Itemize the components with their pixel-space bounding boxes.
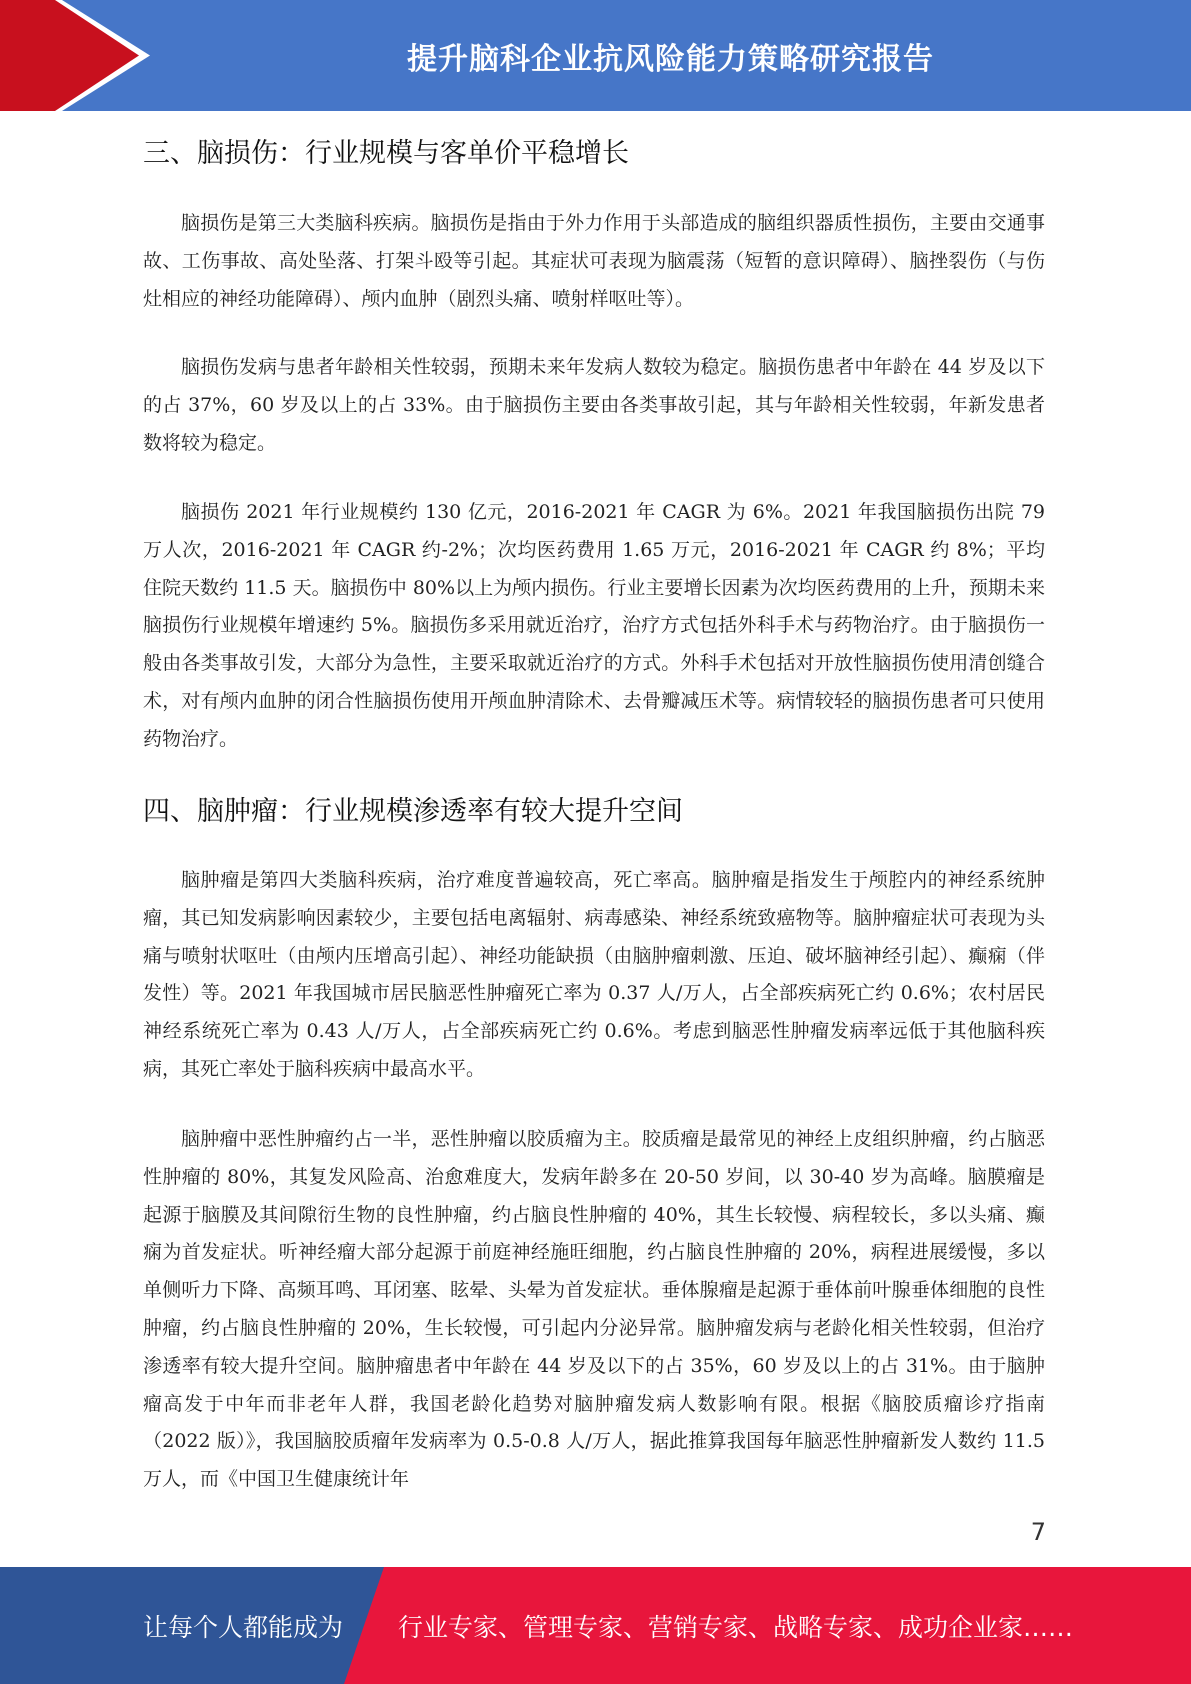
section-heading-brain-injury: 三、脑损伤：行业规模与客单价平稳增长 [143,138,629,169]
report-title: 提升脑科企业抗风险能力策略研究报告 [407,41,934,77]
footer-slogan-right: 行业专家、管理专家、营销专家、战略专家、成功企业家…… [398,1612,1074,1642]
footer-slogan-left: 让每个人都能成为 [143,1612,344,1642]
paragraph: 脑损伤 2021 年行业规模约 130 亿元，2016-2021 年 CAGR 为 6%。2021 年我国脑损伤出院 79 万人次，2016-2021 年 CAGR 约-2%；次均医药费用 1.65 万元，2016-2021 年 CAGR 约 8%；平均住院天数约 11.5 天。脑损伤中 80%以上为颅内损伤。行业主要增长因素为次均医药费用的上升，预期未来脑损伤行业规模年增速约 5%。脑损伤多采用就近治疗，治疗方式包括外科手术与药物治疗。由于脑损伤一般由各类事故引发，大部分为急性，主要采取就近治疗的方式。外科手术包括对开放性脑损伤使用清创缝合术，对有颅内血肿的闭合性脑损伤使用开颅血肿清除术、去骨瓣减压术等。病情较轻的脑损伤患者可只使用药物治疗。 [143,501,1045,750]
section-heading-brain-tumor: 四、脑肿瘤：行业规模渗透率有较大提升空间 [143,796,683,827]
page-footer [0,1567,1191,1684]
paragraph: 脑损伤发病与患者年龄相关性较弱，预期未来年发病人数较为稳定。脑损伤患者中年龄在 44 岁及以下的占 37%，60 岁及以上的占 33%。由于脑损伤主要由各类事故引起，其与年龄相关性较弱，年新发患者数将较为稳定。 [143,356,1045,454]
paragraph: 脑肿瘤中恶性肿瘤约占一半，恶性肿瘤以胶质瘤为主。胶质瘤是最常见的神经上皮组织肿瘤，约占脑恶性肿瘤的 80%，其复发风险高、治愈难度大，发病年龄多在 20-50 岁间，以 30-40 岁为高峰。脑膜瘤是起源于脑膜及其间隙衍生物的良性肿瘤，约占脑良性肿瘤的 40%，其生长较慢、病程较长，多以头痛、癫痫为首发症状。听神经瘤大部分起源于前庭神经施旺细胞，约占脑良性肿瘤的 20%，病程进展缓慢，多以单侧听力下降、高频耳鸣、耳闭塞、眩晕、头晕为首发症状。垂体腺瘤是起源于垂体前叶腺垂体细胞的良性肿瘤，约占脑良性肿瘤的 20%，生长较慢，可引起内分泌异常。脑肿瘤发病与老龄化相关性较弱，但治疗渗透率有较大提升空间。脑肿瘤患者中年龄在 44 岁及以下的占 35%，60 岁及以上的占 31%。由于脑肿瘤高发于中年而非老年人群，我国老龄化趋势对脑肿瘤发病人数影响有限。根据《脑胶质瘤诊疗指南（2022 版）》，我国脑胶质瘤年发病率为 0.5-0.8 人/万人，据此推算我国每年脑恶性肿瘤新发人数约 11.5 万人，而《中国卫生健康统计年 [143,1128,1045,1491]
paragraph: 脑肿瘤是第四大类脑科疾病，治疗难度普遍较高，死亡率高。脑肿瘤是指发生于颅腔内的神经系统肿瘤，其已知发病影响因素较少，主要包括电离辐射、病毒感染、神经系统致癌物等。脑肿瘤症状可表现为头痛与喷射状呕吐（由颅内压增高引起）、神经功能缺损（由脑肿瘤刺激、压迫、破坏脑神经引起）、癫痫（伴发性）等。2021 年我国城市居民脑恶性肿瘤死亡率为 0.37 人/万人，占全部疾病死亡约 0.6%；农村居民神经系统死亡率为 0.43 人/万人，占全部疾病死亡约 0.6%。考虑到脑恶性肿瘤发病率远低于其他脑科疾病，其死亡率处于脑科疾病中最高水平。 [143,869,1045,1080]
header-chevron-decoration [0,0,150,111]
page-header [0,0,1191,111]
paragraph: 脑损伤是第三大类脑科疾病。脑损伤是指由于外力作用于头部造成的脑组织器质性损伤，主要由交通事故、工伤事故、高处坠落、打架斗殴等引起。其症状可表现为脑震荡（短暂的意识障碍）、脑挫裂伤（与伤灶相应的神经功能障碍）、颅内血肿（剧烈头痛、喷射样呕吐等）。 [143,212,1045,310]
page-number: 7 [1030,1518,1046,1546]
